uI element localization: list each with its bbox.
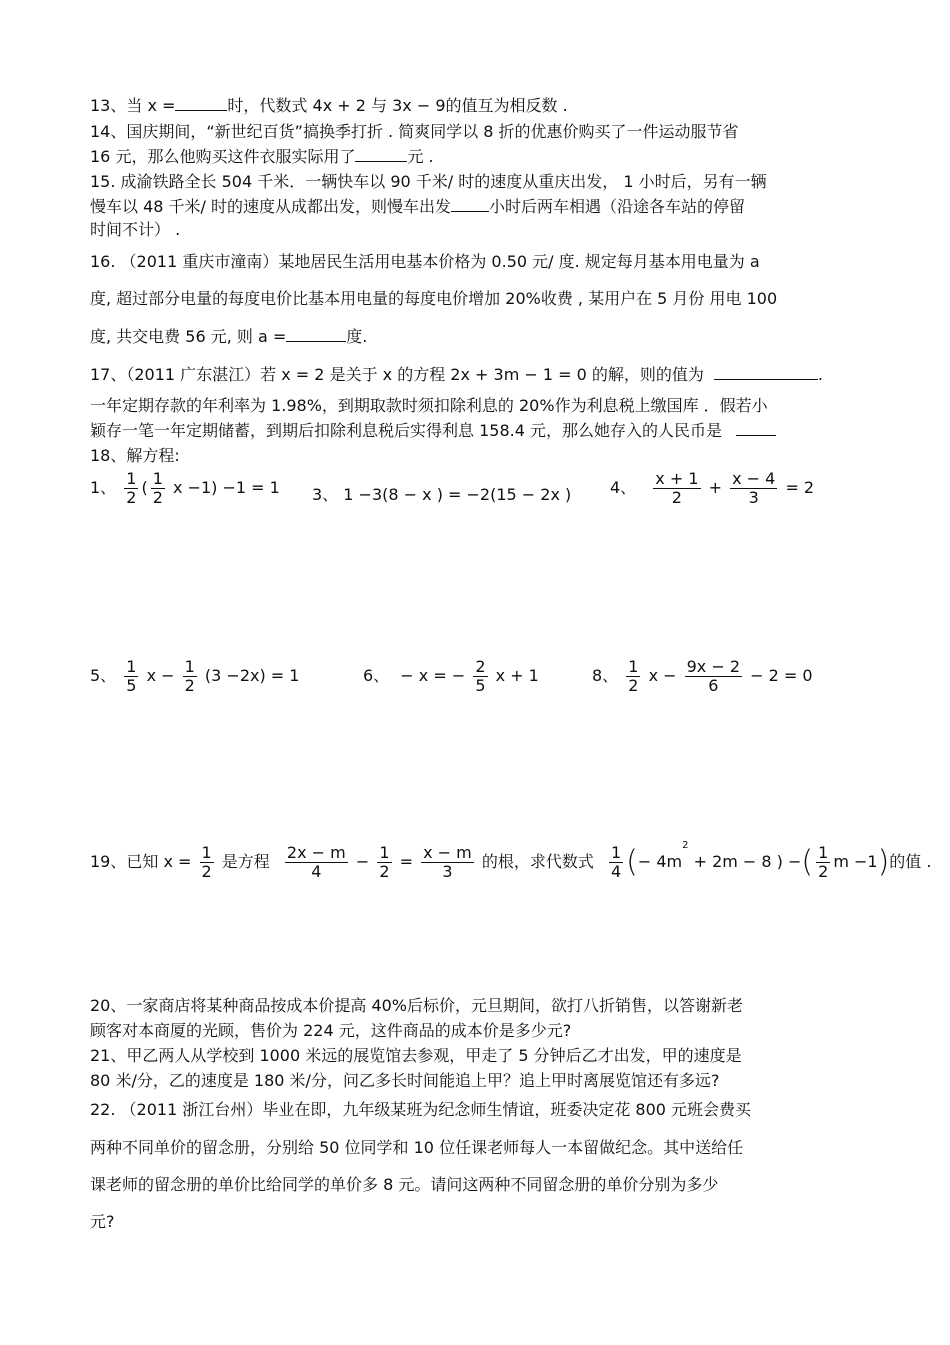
fraction: $\frac{x - m}{3}$ <box>423 843 472 881</box>
fraction: $\frac{1}{2}$ <box>628 657 639 695</box>
fraction: $\frac{1}{2}$ <box>184 657 195 695</box>
q14-text-b: 元 . <box>407 147 434 166</box>
q16-line-3 <box>90 327 367 347</box>
q14-text-a: 16 元，那么他购买这件衣服实际用了 <box>90 147 356 166</box>
q17-blank-2[interactable] <box>736 421 776 436</box>
q14-blank[interactable] <box>355 147 407 162</box>
q20-line-2: 顾客对本商厦的光顾，售价为 224 元，这件商品的成本价是多少元? <box>90 1021 572 1040</box>
q19-head: 19、已知 x = <box>90 852 192 871</box>
q21-line-1: 21、甲乙两人从学校到 1000 米远的展览馆去参观，甲走了 5 分钟后乙才出发，甲的速度是 <box>90 1046 742 1065</box>
q18-eq-3 <box>312 482 571 505</box>
fraction: $\frac{1}{2}$ <box>201 843 212 881</box>
q15-text-b: 小时后两车相遇（沿途各车站的停留 <box>489 197 746 216</box>
q22-line-4: 元? <box>90 1212 115 1231</box>
q14-line-2 <box>90 147 434 167</box>
fraction: $\frac{1}{2}$ <box>379 843 390 881</box>
q22-line-2: 两种不同单价的留念册，分别给 50 位同学和 10 位任课老师每人一本留做纪念。其中送给任 <box>90 1138 744 1157</box>
q15-text-a: 慢车以 48 千米/ 时的速度从成都出发，则慢车出发 <box>90 197 452 216</box>
q13-text-b: 时，代数式 4x + 2 与 3x − 9的值互为相反数 . <box>227 96 568 115</box>
fraction: $\frac{1}{2}$ <box>818 843 829 881</box>
q18-eq-5: 5、 $\frac{1}{5}$ x − $\frac{1}{2}$ (3 −2x) = 1 <box>90 657 300 695</box>
fraction: $\frac{2x - m}{4}$ <box>286 843 346 881</box>
fraction: $\frac{x + 1}{2}$ <box>655 469 699 507</box>
q18-eq-4: 4、 $\frac{x + 1}{2}$ + $\frac{x - 4}{3}$ = 2 <box>610 469 815 507</box>
q16-blank[interactable] <box>286 327 346 342</box>
q15-blank[interactable] <box>451 197 489 212</box>
eq-label: 5、 <box>90 666 117 685</box>
q17-text-c: 颖存一笔一年定期储蓄，到期后扣除利息税后实得利息 158.4 元，那么她存入的人民币是 <box>90 421 722 440</box>
q17-text-a: 17、（2011 广东湛江）若 x = 2 是关于 x 的方程 2x + 3m − 1 = 0 的解，则的值为 <box>90 365 704 384</box>
fraction: $\frac{1}{4}$ <box>610 843 622 881</box>
q17-blank-1[interactable] <box>714 365 818 380</box>
eq-label: 8、 <box>592 666 619 685</box>
fraction: $\frac{9x - 2}{6}$ <box>686 657 741 695</box>
fraction: $\frac{1}{5}$ <box>126 657 137 695</box>
q17-line-1 <box>90 365 823 385</box>
q22-line-1: 22. （2011 浙江台州）毕业在即，九年级某班为纪念师生情谊，班委决定花 800 元班会费买 <box>90 1100 752 1119</box>
q16-line-2: 度, 超过部分电量的每度电价比基本用电量的每度电价增加 20%收费 , 某用户在 5 月份 用电 100 <box>90 289 778 308</box>
fraction: $\frac{1}{2}$ <box>126 469 137 507</box>
q18-eq-8: 8、 $\frac{1}{2}$ x − $\frac{9x - 2}{6}$ − 2 = 0 <box>592 657 813 695</box>
q17-line-2: 一年定期存款的年利率为 1.98%，到期取款时须扣除利息的 20%作为利息税上缴国库 ．假若小 <box>90 396 768 415</box>
q16-text-b: 度. <box>346 327 368 346</box>
q18-eq-6: 6、 − x = − $\frac{2}{5}$ x + 1 <box>363 657 539 695</box>
q13-text-a: 13、当 x = <box>90 96 176 115</box>
fraction: $\frac{2}{5}$ <box>475 657 486 695</box>
q13-blank[interactable] <box>175 96 227 111</box>
q18-title: 18、解方程: <box>90 446 180 465</box>
q17-line-3 <box>90 421 776 441</box>
eq-label: 1、 <box>90 478 117 497</box>
fraction: $\frac{x - 4}{3}$ <box>732 469 776 507</box>
q13-line <box>90 96 568 116</box>
eq-label: 3、 <box>312 485 339 504</box>
q19-line: 19、已知 x = $\frac{1}{2}$ 是方程 $\frac{2x - m}{4}$ − $\frac{1}{2}$ = $\frac{x - m}{3}$ 的根，求代数式 $\frac{1}{4}$ (− $4m^2 + 2m - 8$ ) −( $\frac{1}{2}$ m −1)的值 . <box>90 840 932 881</box>
eq-label: 6、 <box>363 666 390 685</box>
q20-line-1: 20、一家商店将某种商品按成本价提高 40%后标价，元旦期间，欲打八折销售，以答谢新老 <box>90 996 744 1015</box>
q21-line-2: 80 米/分，乙的速度是 180 米/分，问乙多长时间能追上甲？追上甲时离展览馆还有多远? <box>90 1071 720 1090</box>
eq-label: 4、 <box>610 478 637 497</box>
q16-text-a: 度, 共交电费 56 元, 则 a = <box>90 327 287 346</box>
q18-eq-1: 1、 $\frac{1}{2}$ ( $\frac{1}{2}$ x −1) −1 = 1 <box>90 469 280 507</box>
q16-line-1: 16. （2011 重庆市潼南）某地居民生活用电基本价格为 0.50 元/ 度. 规定每月基本用电量为 a <box>90 252 760 271</box>
eq-body: 1 −3(8 − x ) = −2(15 − 2x ) <box>343 485 572 504</box>
q14-line-1: 14、国庆期间，“新世纪百货”搞换季打折 . 简爽同学以 8 折的优惠价购买了一件运动服节省 <box>90 122 739 141</box>
fraction: $\frac{1}{2}$ <box>152 469 163 507</box>
q17-text-b: . <box>817 365 823 384</box>
q15-line-3: 时间不计） . <box>90 220 181 239</box>
q22-line-3: 课老师的留念册的单价比给同学的单价多 8 元。请问这两种不同留念册的单价分别为多少 <box>90 1175 719 1194</box>
q15-line-2 <box>90 197 745 217</box>
q15-line-1: 15. 成渝铁路全长 504 千米．一辆快车以 90 千米/ 时的速度从重庆出发， 1 小时后，另有一辆 <box>90 172 767 191</box>
